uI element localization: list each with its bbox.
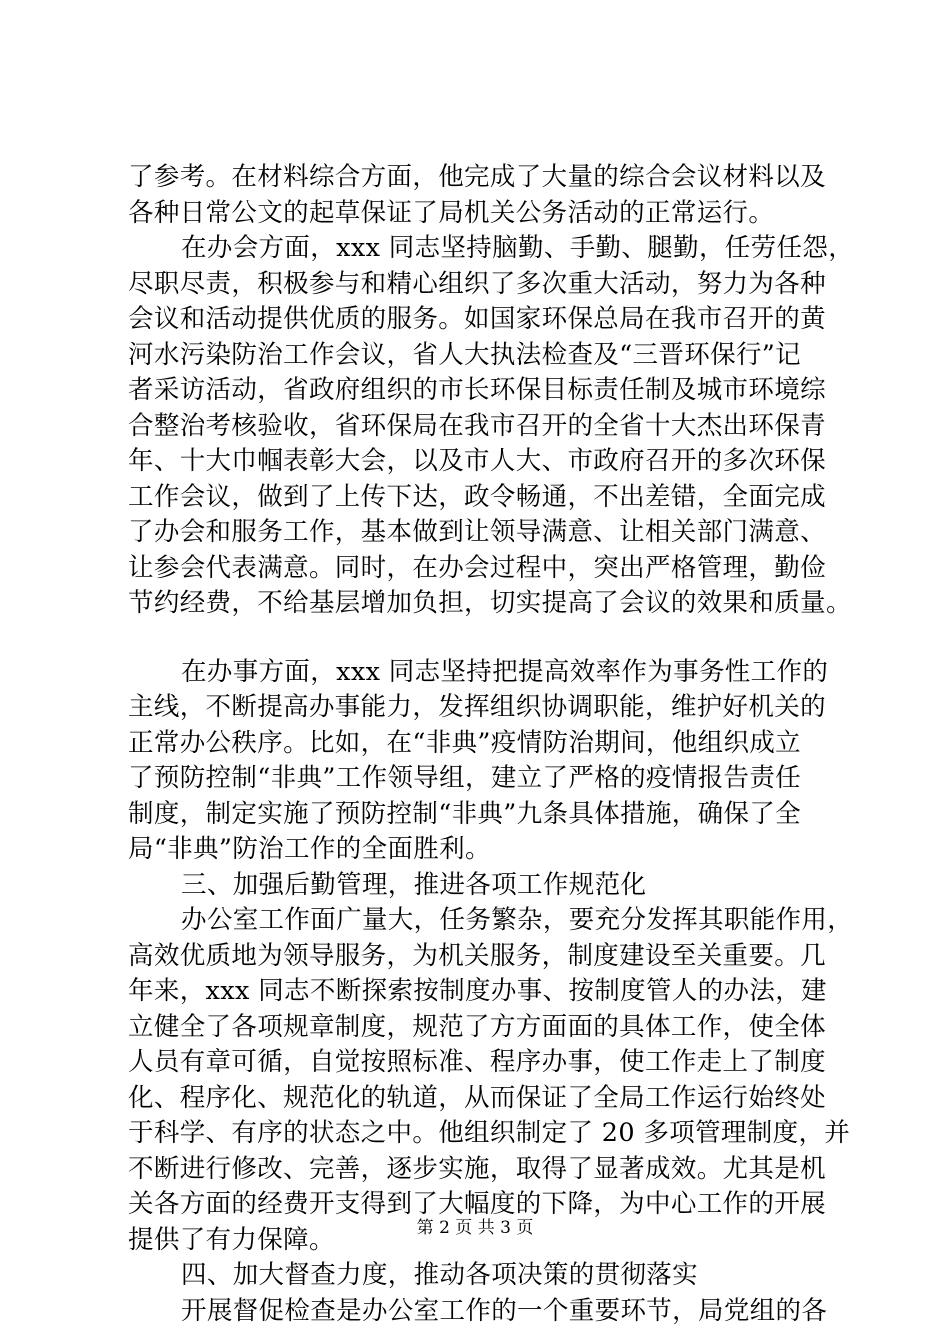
section-heading: 四、加大督查力度，推动各项决策的贯彻落实 xyxy=(181,1260,699,1290)
text-line: 年、十大巾帼表彰大会，以及市人大、市政府召开的多次环保 xyxy=(128,446,826,476)
text-line: 制度，制定实施了预防控制“非典”九条具体措施，确保了全 xyxy=(128,798,802,829)
text-line: 让参会代表满意。同时，在办会过程中，突出严格管理，勤俭 xyxy=(128,552,826,583)
paragraph-start-line: 在办会方面，xxx 同志坚持脑勤、手勤、腿勤，任劳任怨， xyxy=(181,233,855,263)
text-line: 高效优质地为领导服务，为机关服务，制度建设至关重要。几 xyxy=(128,940,826,971)
text-line: 年来，xxx 同志不断探索按制度办事、按制度管人的办法，建 xyxy=(128,976,827,1006)
paragraph-gap xyxy=(128,622,848,655)
text-line: 局“非典”防治工作的全面胜利。 xyxy=(128,834,491,864)
text-line: 正常办公秩序。比如，在“非典”疫情防治期间，他组织成立 xyxy=(128,727,802,758)
text-line: 人员有章可循，自觉按照标准、程序办事，使工作走上了制度 xyxy=(128,1047,826,1077)
paragraph-start-line: 在办事方面，xxx 同志坚持把提高效率作为事务性工作的 xyxy=(181,656,829,687)
text-line: 节约经费，不给基层增加负担，切实提高了会议的效果和质量。 xyxy=(128,588,852,618)
text-line: 工作会议，做到了上传下达，政令畅通，不出差错，全面完成 xyxy=(128,481,826,512)
section-heading: 三、加强后勤管理，推进各项工作规范化 xyxy=(181,869,647,900)
text-line: 于科学、有序的状态之中。他组织制定了 20 多项管理制度，并 xyxy=(128,1118,851,1148)
text-line: 了预防控制“非典”工作领导组，建立了严格的疫情报告责任 xyxy=(128,763,802,793)
text-line: 会议和活动提供优质的服务。如国家环保总局在我市召开的黄 xyxy=(128,304,826,334)
paragraph-start-line: 办公室工作面广量大，任务繁杂，要充分发挥其职能作用， xyxy=(181,905,854,935)
page-footer: 第 2 页 共 3 页 xyxy=(416,1218,534,1238)
text-line: 立健全了各项规章制度，规范了方方面面的具体工作，使全体 xyxy=(128,1011,826,1042)
text-line: 河水污染防治工作会议，省人大执法检查及“三晋环保行”记 xyxy=(128,339,802,370)
text-line: 合整治考核验收，省环保局在我市召开的全省十大杰出环保青 xyxy=(128,410,826,441)
text-line: 提供了有力保障。 xyxy=(128,1224,335,1255)
text-line: 了办会和服务工作，基本做到让领导满意、让相关部门满意、 xyxy=(128,517,826,547)
paragraph-start-line: 开展督促检查是办公室工作的一个重要环节，局党组的各 xyxy=(181,1295,828,1326)
text-line: 者采访活动，省政府组织的市长环保目标责任制及城市环境综 xyxy=(128,375,826,405)
text-line: 主线，不断提高办事能力，发挥组织协调职能，维护好机关的 xyxy=(128,692,826,722)
text-line: 了参考。在材料综合方面，他完成了大量的综合会议材料以及 xyxy=(128,162,826,192)
document-body xyxy=(128,160,855,1329)
text-line: 各种日常公文的起草保证了局机关公务活动的正常运行。 xyxy=(128,197,775,228)
text-line: 尽职尽责，积极参与和精心组织了多次重大活动，努力为各种 xyxy=(128,268,826,299)
text-line: 不断进行修改、完善，逐步实施，取得了显著成效。尤其是机 xyxy=(128,1153,826,1184)
text-line: 关各方面的经费开支得到了大幅度的下降，为中心工作的开展 xyxy=(128,1189,826,1219)
text-line: 化、程序化、规范化的轨道，从而保证了全局工作运行始终处 xyxy=(128,1082,826,1113)
